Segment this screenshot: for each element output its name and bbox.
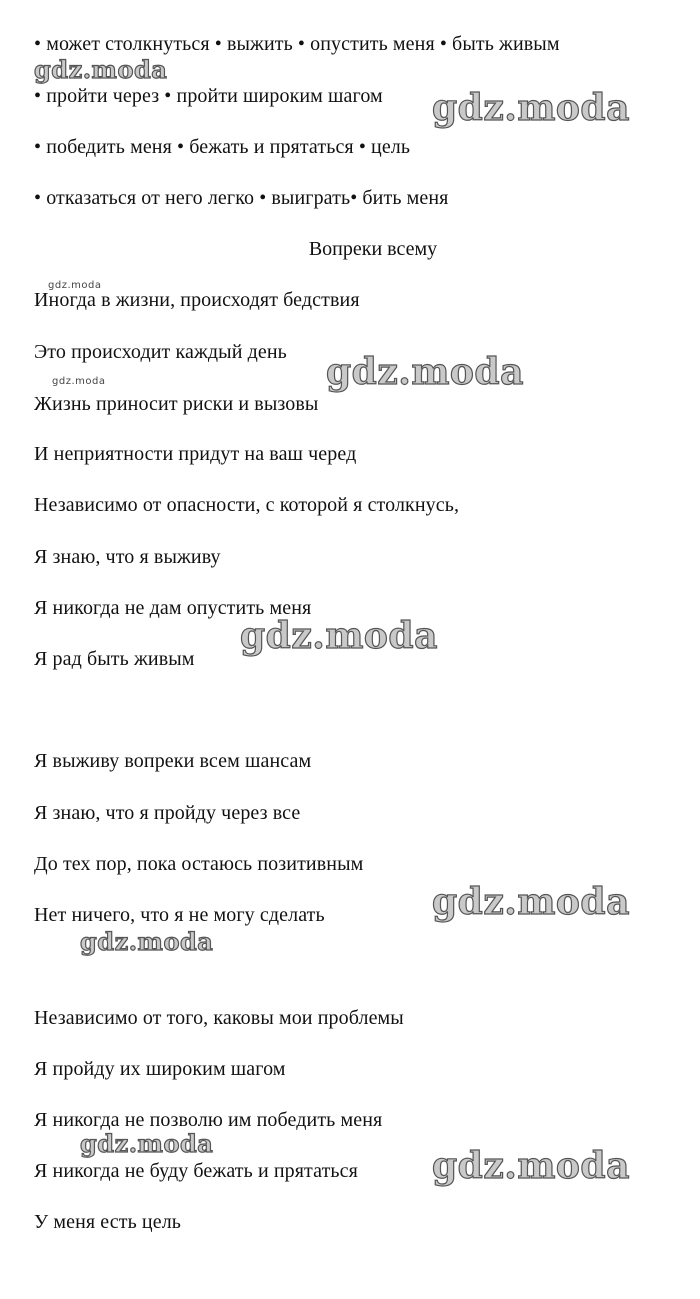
watermark: gdz.moda (326, 351, 524, 393)
poem-line: Я знаю, что я пройду через все (34, 802, 301, 824)
poem-line: Я никогда не позволю им победить меня (34, 1109, 383, 1131)
poem-line: Я никогда не буду бежать и прятаться (34, 1160, 358, 1182)
watermark: gdz.moda (432, 87, 630, 129)
poem-line: Я пройду их широким шагом (34, 1058, 286, 1080)
watermark: gdz.moda (80, 1129, 214, 1158)
poem-title: Вопреки всему (308, 238, 438, 260)
poem-line: И неприятности придут на ваш черед (34, 443, 357, 465)
watermark: gdz.moda (80, 927, 214, 956)
vocab-line-4: • отказаться от него легко • выиграть• бить меня (34, 187, 449, 209)
poem-line: Независимо от опасности, с которой я столкнусь, (34, 494, 460, 516)
watermark: gdz.moda (432, 881, 630, 923)
poem-line: У меня есть цель (34, 1211, 181, 1233)
poem-line: Иногда в жизни, происходят бедствия (34, 289, 360, 311)
poem-line: Независимо от того, каковы мои проблемы (34, 1007, 404, 1029)
poem-line: Я рад быть живым (34, 648, 195, 670)
poem-line: Я выживу вопреки всем шансам (34, 750, 312, 772)
watermark: gdz.moda (432, 1145, 630, 1187)
poem-line: До тех пор, пока остаюсь позитивным (34, 853, 364, 875)
watermark-small: gdz.moda (52, 376, 106, 387)
poem-line: Жизнь приносит риски и вызовы (34, 393, 319, 415)
watermark: gdz.moda (240, 615, 438, 657)
watermark: gdz.moda (34, 55, 168, 84)
poem-line: Это происходит каждый день (34, 341, 287, 363)
poem-line: Я знаю, что я выживу (34, 546, 221, 568)
watermark-small: gdz.moda (48, 280, 102, 291)
poem-line: Нет ничего, что я не могу сделать (34, 904, 325, 926)
vocab-line-1: • может столкнуться • выжить • опустить меня • быть живым (34, 33, 560, 55)
poem-line: Я никогда не дам опустить меня (34, 597, 312, 619)
vocab-line-3: • победить меня • бежать и прятаться • цель (34, 136, 411, 158)
vocab-line-2: • пройти через • пройти широким шагом (34, 85, 383, 107)
